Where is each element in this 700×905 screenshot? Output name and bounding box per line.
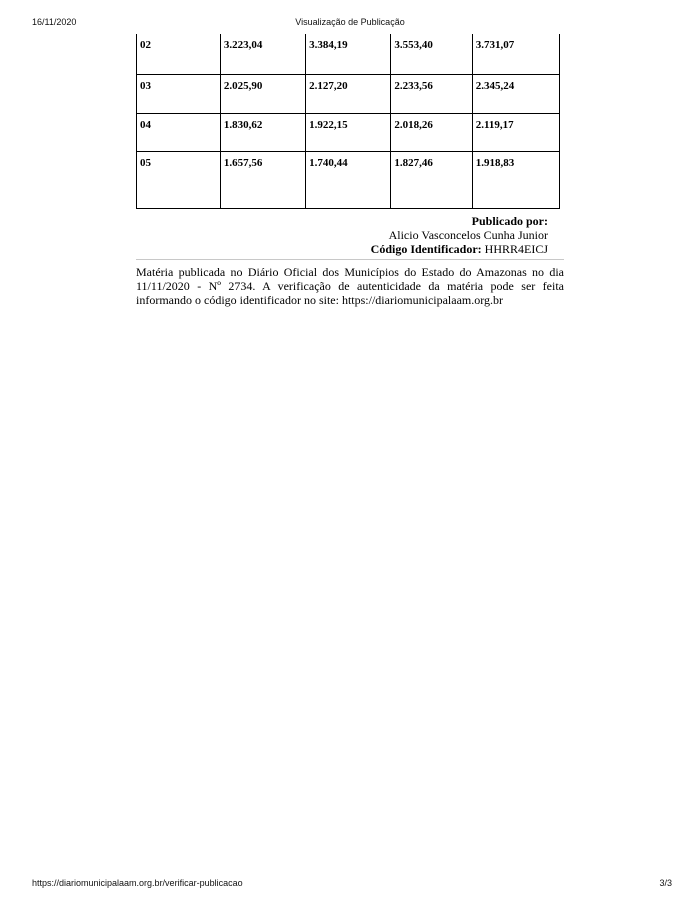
table-cell: 1.918,83: [472, 152, 559, 209]
published-by-label: Publicado por:: [471, 214, 548, 228]
table-cell: 3.223,04: [220, 34, 305, 75]
table-cell: 1.922,15: [306, 114, 391, 152]
table-cell: 1.830,62: [220, 114, 305, 152]
table-cell: 05: [137, 152, 221, 209]
divider: [136, 259, 564, 260]
table-cell: 02: [137, 34, 221, 75]
table-cell: 2.018,26: [391, 114, 472, 152]
table-cell: 2.233,56: [391, 75, 472, 114]
table-cell: 2.127,20: [306, 75, 391, 114]
print-url: https://diariomunicipalaam.org.br/verificar-publicacao: [32, 878, 243, 888]
table-cell: 2.025,90: [220, 75, 305, 114]
table-row: [137, 34, 560, 75]
table-cell: 2.119,17: [472, 114, 559, 152]
identifier-label: Código Identificador:: [370, 242, 482, 256]
print-footer: [0, 878, 700, 890]
table-cell: 1.657,56: [220, 152, 305, 209]
publication-info: [300, 214, 548, 256]
print-date: 16/11/2020: [32, 17, 77, 27]
identifier-line: [300, 242, 548, 256]
print-title: Visualização de Publicação: [295, 17, 405, 27]
verification-note: Matéria publicada no Diário Oficial dos Municípios do Estado do Amazonas no dia 11/11/2020 - Nº 2734. A verificação de autenticidade da matéria pode ser feita informando o código identificador no site: https://diariomunicipalaam.org.br: [136, 265, 564, 307]
table-cell: 3.731,07: [472, 34, 559, 75]
table-row: [137, 75, 560, 114]
salary-table: [136, 34, 560, 209]
table-cell: 03: [137, 75, 221, 114]
print-header: [0, 17, 700, 29]
table-cell: 04: [137, 114, 221, 152]
table-cell: 3.384,19: [306, 34, 391, 75]
table-cell: 2.345,24: [472, 75, 559, 114]
publisher-name: Alicio Vasconcelos Cunha Junior: [388, 228, 548, 242]
table-cell: 1.827,46: [391, 152, 472, 209]
table-row: [137, 152, 560, 209]
identifier-code: HHRR4EICJ: [484, 242, 548, 256]
table-cell: 3.553,40: [391, 34, 472, 75]
table-cell: 1.740,44: [306, 152, 391, 209]
page-number: 3/3: [659, 878, 672, 888]
table-row: [137, 114, 560, 152]
